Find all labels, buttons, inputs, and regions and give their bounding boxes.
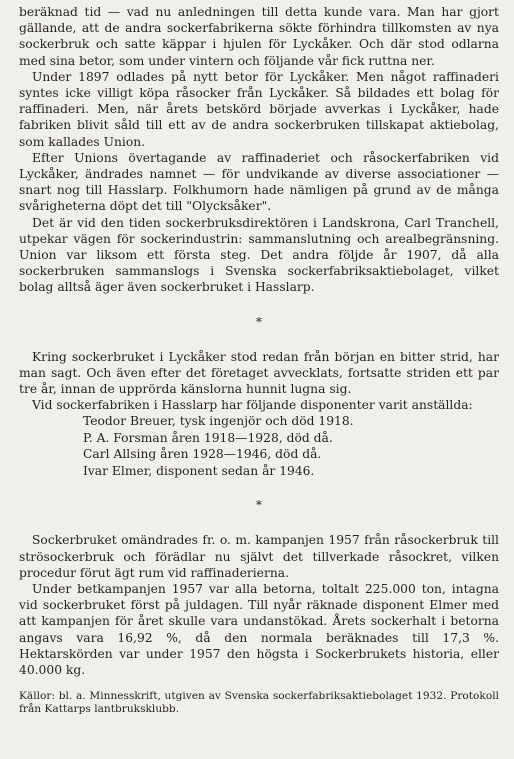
section-divider: * [256,314,262,329]
paragraph: Det är vid den tiden sockerbruksdirektören i Landskrona, Carl Tranchell, utpekar vägen för sockerindustrin: sammanslutning och arealbegränsning. Union var liksom ett första steg. Det andra följde år 1907, då alla sockerbruken sammanslogs i Svenska sockerfabriksaktiebolaget, vilket bolag alltså äger även sockerbruket i Hasslarp. [19,215,499,295]
director-entry: Carl Allsing åren 1928—1946, död då. [83,447,322,462]
paragraph: Sockerbruket omändrades fr. o. m. kampanjen 1957 från råsockerbruk till strösockerbruk och förädlar nu självt det tillverkade råsockret, vilken procedur förut ägt rum vid raffinaderierna. [19,533,499,580]
sources-note: Källor: bl. a. Minnesskrift, utgiven av Svenska sockerfabriksaktiebolaget 1932. Protokoll från Kattarps lantbruksklubb. [19,690,499,716]
director-entry: Teodor Breuer, tysk ingenjör och död 1918. [83,414,354,429]
director-list [19,413,499,479]
paragraph: Vid sockerfabriken i Hasslarp har följande disponenter varit anställda: [32,398,473,413]
paragraph: Under betkampanjen 1957 var alla betorna, toltalt 225.000 ton, intagna vid sockerbruket först på juldagen. Till nyår räknade disponent Elmer med att kampanjen för året skulle vara undanstökad. Årets sockerhalt i betorna angavs vara 16,92 %, då den normala beräknades till 17,3 %. Hektarskörden var under 1957 den högsta i Sockerbrukets historia, eller 40.000 kg. [19,582,499,678]
paragraph: Kring sockerbruket i Lyckåker stod redan från början en bitter strid, har man sagt. Och även efter det företaget avvecklats, fortsatte striden ett par tre år, innan de upprörda känslorna hunnit lugna sig. [19,349,499,397]
paragraph: Under 1897 odlades på nytt betor för Lyckåker. Men något raffinaderi syntes icke villigt köpa råsocker från Lyckåker. Så bildades ett bolag för raffinaderi. Men, när årets betskörd började avverkas i Lyckåker, hade fabriken blivit såld till ett av de andra sockerbruken tillskapat aktiebolag, som kallades Union. [19,69,499,149]
director-entry: Ivar Elmer, disponent sedan år 1946. [83,463,315,478]
paragraph: Efter Unions övertagande av raffinaderiet och råsockerfabriken vid Lyckåker, ändrades namnet — för undvikande av diverse associationer — snart nog till Hasslarp. Folkhumorn hade nämligen på grund av de många svårigheterna döpt det till "Olycksåker". [19,150,499,214]
director-entry: P. A. Forsman åren 1918—1928, död då. [83,430,333,445]
paragraph: beräknad tid — vad nu anledningen till detta kunde vara. Man har gjort gällande, att de andra sockerfabrikerna sökte förhindra tillkomsten av nya sockerbruk och satte käppar i hjulen för Lyckåker. Och där stod odlarna med sina betor, som under vintern och följande vår fick ruttna ner. [19,5,499,68]
section-divider: * [256,498,262,513]
